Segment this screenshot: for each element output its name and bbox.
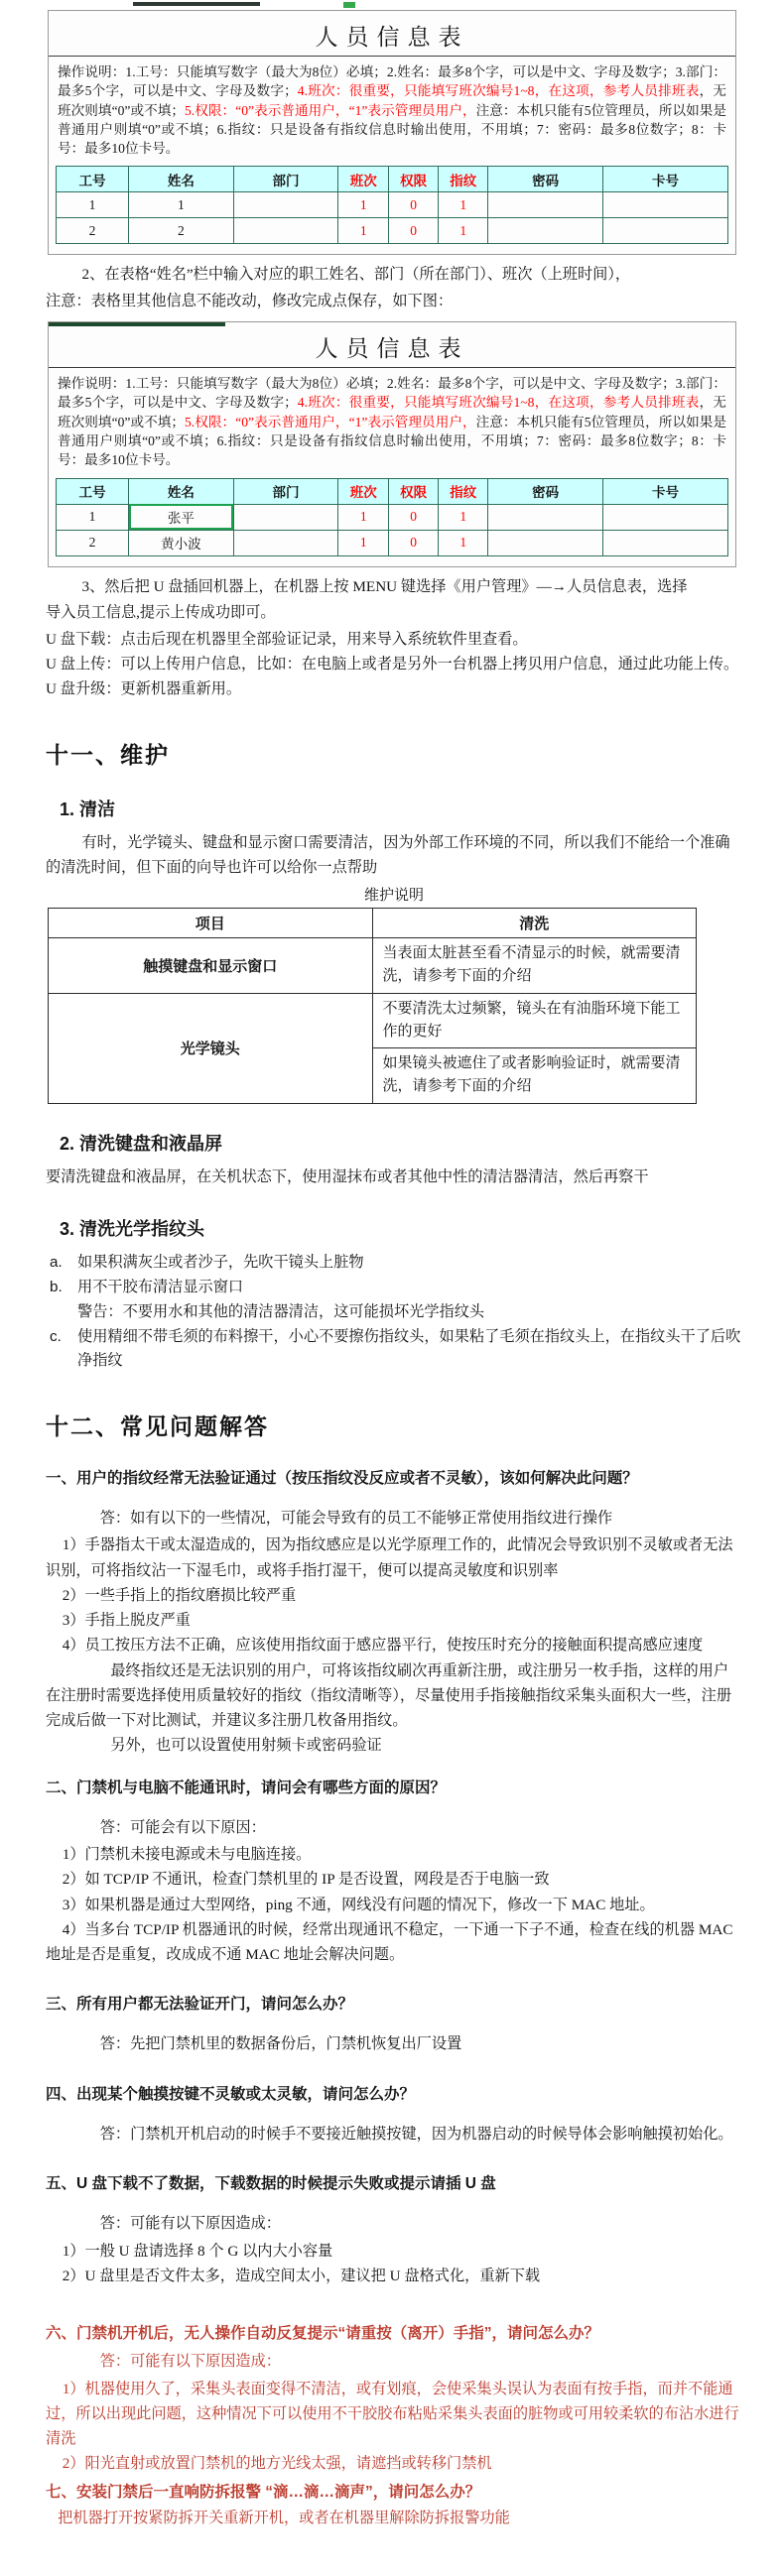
cell-shift: 1	[338, 530, 389, 555]
faq-extra-paragraph: 另外，也可以设置使用射频卡或密码验证	[110, 1737, 382, 1755]
cell-fingerprint: 1	[439, 504, 488, 530]
cell-permission: 0	[389, 192, 439, 218]
faq-point: 1）门禁机未接电源或未与电脑连接。	[62, 1846, 312, 1864]
table-header-row	[49, 909, 697, 938]
faq-point: 1）手器指太干或太湿造成的，因为指纹感应是以光学原理工作的，此情况会导致识别不灵敏或者无法识别，可将指纹沾一下湿毛巾，或将手指打湿干，便可以提高灵敏度和识别率	[46, 1536, 733, 1579]
step2-line2: 注意：表格里其他信息不能改动，修改完成点保存，如下图：	[46, 292, 454, 309]
udisk-upgrade-line: U 盘升级：更新机器重新用。	[46, 680, 242, 698]
artifact-green-mark	[343, 2, 355, 8]
maintenance-table	[48, 908, 697, 1104]
subsection-heading-optical-sensor: 3. 清洗光学指纹头	[60, 1218, 205, 1239]
cell-clean-lens-b: 如果镜头被遮住了或者影响验证时，就需要清洗，请参考下面的介绍	[372, 1048, 697, 1104]
cell-password	[488, 192, 603, 218]
list-text: 如果积满灰尘或者沙子，先吹干镜头上脏物	[77, 1253, 364, 1271]
cell-item-keypad-display: 触摸键盘和显示窗口	[49, 938, 373, 994]
faq-point: 1）一般 U 盘请选择 8 个 G 以内大小容量	[62, 2242, 333, 2260]
list-marker: b.	[50, 1278, 63, 1295]
udisk-download-line: U 盘下载：点击后现在机器里全部验证记录，用来导入系统软件里查看。	[46, 631, 528, 649]
faq-question-4: 四、出现某个触摸按键不灵敏或太灵敏，请问怎么办？	[46, 2085, 416, 2103]
note-seg-black: 操作说明：1.工号：只能填写数字（最大为8位）必填；2.姓名：最多8个字，可以是中文、字母及数字；3.部门：最多5个字，可以是中文、字母及数字；	[58, 376, 726, 411]
list-item	[46, 1325, 742, 1373]
table-header-row	[57, 478, 728, 504]
table-row	[57, 504, 728, 530]
faq-point: 2）如 TCP/IP 不通讯，检查门禁机里的 IP 是否设置，网段是否于电脑一致	[62, 1871, 550, 1889]
table-row	[49, 993, 697, 1048]
cell-card-no	[603, 192, 728, 218]
section-heading-maintenance: 十一、维护	[46, 742, 170, 769]
col-header-name: 姓名	[129, 478, 234, 504]
col-header-department: 部门	[233, 167, 338, 192]
cell-shift: 1	[338, 504, 389, 530]
col-header-item: 项目	[49, 909, 373, 938]
faq-answer: 答：先把门禁机里的数据备份后，门禁机恢复出厂设置	[99, 2035, 462, 2053]
note-seg-black: 注意：本机只能有5位管理员，所以如果是普通用户则填“0”或不填；6.指纹：只是设备有指纹信息时输出使用，不用填；7：密码：最多8位数字；8：卡号：最多10位卡号。	[58, 102, 726, 157]
col-header-name: 姓名	[129, 167, 234, 192]
cell-department	[233, 530, 338, 555]
faq-point: 2）一些手指上的指纹磨损比较严重	[62, 1586, 297, 1604]
cell-department	[233, 192, 338, 218]
screenshot-artifact	[49, 322, 225, 326]
col-header-permission: 权限	[389, 478, 439, 504]
note-seg-red-permission: 5.权限：“0”表示普通用户，“1”表示管理员用户，	[185, 102, 476, 118]
col-header-department: 部门	[233, 478, 338, 504]
faq-question-2: 二、门禁机与电脑不能通讯时，请问会有哪些方面的原因？	[46, 1779, 447, 1796]
cell-fingerprint: 1	[439, 218, 488, 244]
table-row	[57, 530, 728, 555]
sheet-title: 人员信息表	[49, 322, 735, 368]
list-marker	[46, 1300, 77, 1324]
faq-answer-intro: 答：如有以下的一些情况，可能会导致有的员工不能够正常使用指纹进行操作	[99, 1510, 613, 1528]
faq-answer: 把机器打开按紧防拆开关重新开机，或者在机器里解除防拆报警功能	[58, 2509, 510, 2526]
cleaning-intro: 有时，光学镜头、键盘和显示窗口需要清洁，因为外部工作环境的不同，所以我们不能给一个准确的清洗时间，但下面的向导也许可以给你一点帮助	[46, 834, 730, 876]
col-header-fingerprint: 指纹	[439, 167, 488, 192]
faq-answer-intro: 答：可能有以下原因造成：	[99, 2353, 281, 2371]
cell-clean-keypad-display: 当表面太脏甚至看不清显示的时候，就需要清洗，请参考下面的介绍	[372, 938, 697, 994]
screenshot-artifact	[46, 2, 742, 9]
table-row	[49, 938, 697, 994]
list-item	[46, 1251, 742, 1275]
faq-point: 2）U 盘里是否文件太多，造成空间太小，建议把 U 盘格式化，重新下载	[62, 2267, 541, 2284]
cell-permission: 0	[389, 530, 439, 555]
table-row	[57, 192, 728, 218]
col-header-shift: 班次	[338, 478, 389, 504]
faq-point: 1）机器使用久了，采集头表面变得不清洁，或有划痕，会使采集头误认为表面有按手指，而并不能通过，所以出现此问题，这种情况下可以使用不干胶胶布粘贴采集头表面的脏物或可用较柔软的布沾水进行清洗	[46, 2380, 739, 2448]
faq-question-3: 三、所有用户都无法验证开门，请问怎么办？	[46, 1996, 354, 2014]
faq-answer-intro: 答：可能有以下原因造成：	[99, 2215, 281, 2233]
col-header-fingerprint: 指纹	[439, 478, 488, 504]
note-seg-black: ，无班次则填“0”或不填；	[58, 83, 726, 118]
note-seg-red-permission: 5.权限：“0”表示普通用户，“1”表示管理员用户，	[185, 414, 476, 429]
sheet-operation-note	[49, 368, 735, 471]
step2-line1: 2、在表格“姓名”栏中输入对应的职工姓名、部门（所在部门）、班次（上班时间），	[81, 266, 631, 284]
cell-card-no	[603, 504, 728, 530]
note-seg-black: 操作说明：1.工号：只能填写数字（最大为8位）必填；2.姓名：最多8个字，可以是中文、字母及数字；3.部门：最多5个字，可以是中文、字母及数字；	[58, 64, 726, 99]
col-header-permission: 权限	[389, 167, 439, 192]
cell-employee-id: 2	[57, 530, 129, 555]
note-seg-black: ，无班次则填“0”或不填；	[58, 395, 726, 429]
cell-name: 1	[129, 192, 234, 218]
maintenance-table-caption: 维护说明	[363, 888, 424, 905]
cell-name: 黄小波	[129, 530, 234, 555]
cell-shift: 1	[338, 192, 389, 218]
warning-line	[46, 1300, 742, 1324]
personnel-sheet-screenshot-1	[48, 10, 736, 255]
faq-point: 2）阳光直射或放置门禁机的地方光线太强，请遮挡或转移门禁机	[62, 2455, 492, 2473]
faq-question-5: 五、U 盘下载不了数据，下载数据的时候提示失败或提示请插 U 盘	[46, 2175, 496, 2193]
cell-employee-id: 1	[57, 504, 129, 530]
personnel-table-1	[56, 166, 728, 244]
faq-extra-paragraph: 最终指纹还是无法识别的用户，可将该指纹刷次再重新注册，或注册另一枚手指，这样的用户在注册时需要选择使用质量较好的指纹（指纹清晰等），尽量使用手指接触指纹采集头面积大一些，注册完成后做一下对比测试，并建议多注册几枚备用指纹。	[46, 1661, 732, 1730]
cell-clean-lens-a: 不要清洗太过频繁，镜头在有油脂环境下能工作的更好	[372, 993, 697, 1048]
col-header-card-no: 卡号	[603, 167, 728, 192]
col-header-clean: 清洗	[372, 909, 697, 938]
cell-name: 2	[129, 218, 234, 244]
faq-answer: 答：门禁机开机启动的时候手不要接近触摸按键，因为机器启动的时候导体会影响触摸初始化。	[99, 2125, 733, 2143]
personnel-sheet-screenshot-2	[48, 321, 736, 566]
sheet-title: 人员信息表	[49, 11, 735, 57]
col-header-card-no: 卡号	[603, 478, 728, 504]
step3-line2: 导入员工信息,提示上传成功即可。	[46, 603, 276, 621]
col-header-employee-id: 工号	[57, 478, 129, 504]
keyboard-lcd-body: 要清洗键盘和液晶屏，在关机状态下，使用湿抹布或者其他中性的清洁器清洁，然后再察干	[46, 1167, 649, 1185]
col-header-employee-id: 工号	[57, 167, 129, 192]
faq-point: 3）手指上脱皮严重	[62, 1612, 191, 1630]
faq-answer-intro: 答：可能会有以下原因：	[99, 1818, 266, 1836]
cell-employee-id: 1	[57, 192, 129, 218]
cell-fingerprint: 1	[439, 530, 488, 555]
faq-question-7: 七、安装门禁后一直响防拆报警 “滴…滴…滴声”，请问怎么办？	[46, 2483, 481, 2501]
warning-text: 警告：不要用水和其他的清洁器清洁，这可能损坏光学指纹头	[77, 1302, 485, 1320]
list-marker: c.	[50, 1327, 62, 1345]
table-row	[57, 218, 728, 244]
cell-password	[488, 218, 603, 244]
section-heading-faq: 十二、常见问题解答	[46, 1412, 269, 1439]
faq-question-1: 一、用户的指纹经常无法验证通过（按压指纹没反应或者不灵敏），该如何解决此问题？	[46, 1469, 638, 1487]
step3-line1: 3、然后把 U 盘插回机器上，在机器上按 MENU 键选择《用户管理》—→人员信息表，选择	[81, 577, 688, 595]
cell-card-no	[603, 530, 728, 555]
table-header-row	[57, 167, 728, 192]
subsection-heading-keyboard-lcd: 2. 清洗键盘和液晶屏	[60, 1133, 223, 1154]
list-marker: a.	[50, 1253, 63, 1271]
faq-point: 4）当多台 TCP/IP 机器通讯的时候，经常出现通讯不稳定，一下通一下子不通，检查在线的机器 MAC 地址是否是重复，改成成不通 MAC 地址会解决问题。	[46, 1920, 733, 1963]
sheet-operation-note	[49, 57, 735, 160]
artifact-dark-bar	[133, 2, 260, 6]
list-text: 使用精细不带毛须的布料擦干，小心不要擦伤指纹头，如果粘了毛须在指纹头上，在指纹头干了后吹净指纹	[77, 1327, 741, 1369]
note-seg-red-shift: 4.班次：很重要，只能填写班次编号1~8，在这项，参考人员排班表	[297, 395, 700, 411]
list-item	[46, 1276, 742, 1299]
cell-permission: 0	[389, 504, 439, 530]
cell-employee-id: 2	[57, 218, 129, 244]
cell-name-selected: 张平	[129, 504, 234, 530]
cell-password	[488, 530, 603, 555]
personnel-table-2	[56, 478, 728, 556]
cell-fingerprint: 1	[439, 192, 488, 218]
col-header-password: 密码	[488, 478, 603, 504]
cell-department	[233, 504, 338, 530]
list-text: 用不干胶布清洁显示窗口	[77, 1278, 244, 1295]
cell-department	[233, 218, 338, 244]
cell-password	[488, 504, 603, 530]
faq-question-6: 六、门禁机开机后，无人操作自动反复提示“请重按（离开）手指”，请问怎么办？	[46, 2325, 600, 2343]
note-seg-red-shift: 4.班次：很重要，只能填写班次编号1~8，在这项，参考人员排班表	[297, 83, 700, 99]
faq-point: 4）员工按压方法不正确，应该使用指纹面于感应器平行，使按压时充分的接触面积提高感应速度	[62, 1637, 704, 1655]
udisk-upload-line: U 盘上传：可以上传用户信息，比如：在电脑上或者是另外一台机器上拷贝用户信息，通过此功能上传。	[46, 656, 739, 674]
col-header-password: 密码	[488, 167, 603, 192]
cell-shift: 1	[338, 218, 389, 244]
note-seg-black: 注意：本机只能有5位管理员，所以如果是普通用户则填“0”或不填；6.指纹：只是设备有指纹信息时输出使用，不用填；7：密码：最多8位数字；8：卡号：最多10位卡号。	[58, 414, 726, 468]
col-header-shift: 班次	[338, 167, 389, 192]
subsection-heading-cleaning: 1. 清洁	[60, 799, 116, 820]
cell-permission: 0	[389, 218, 439, 244]
faq-point: 3）如果机器是通过大型网络，ping 不通，网线没有问题的情况下，修改一下 MAC 地址。	[62, 1896, 655, 1913]
cell-item-optical-lens: 光学镜头	[49, 993, 373, 1103]
cell-card-no	[603, 218, 728, 244]
